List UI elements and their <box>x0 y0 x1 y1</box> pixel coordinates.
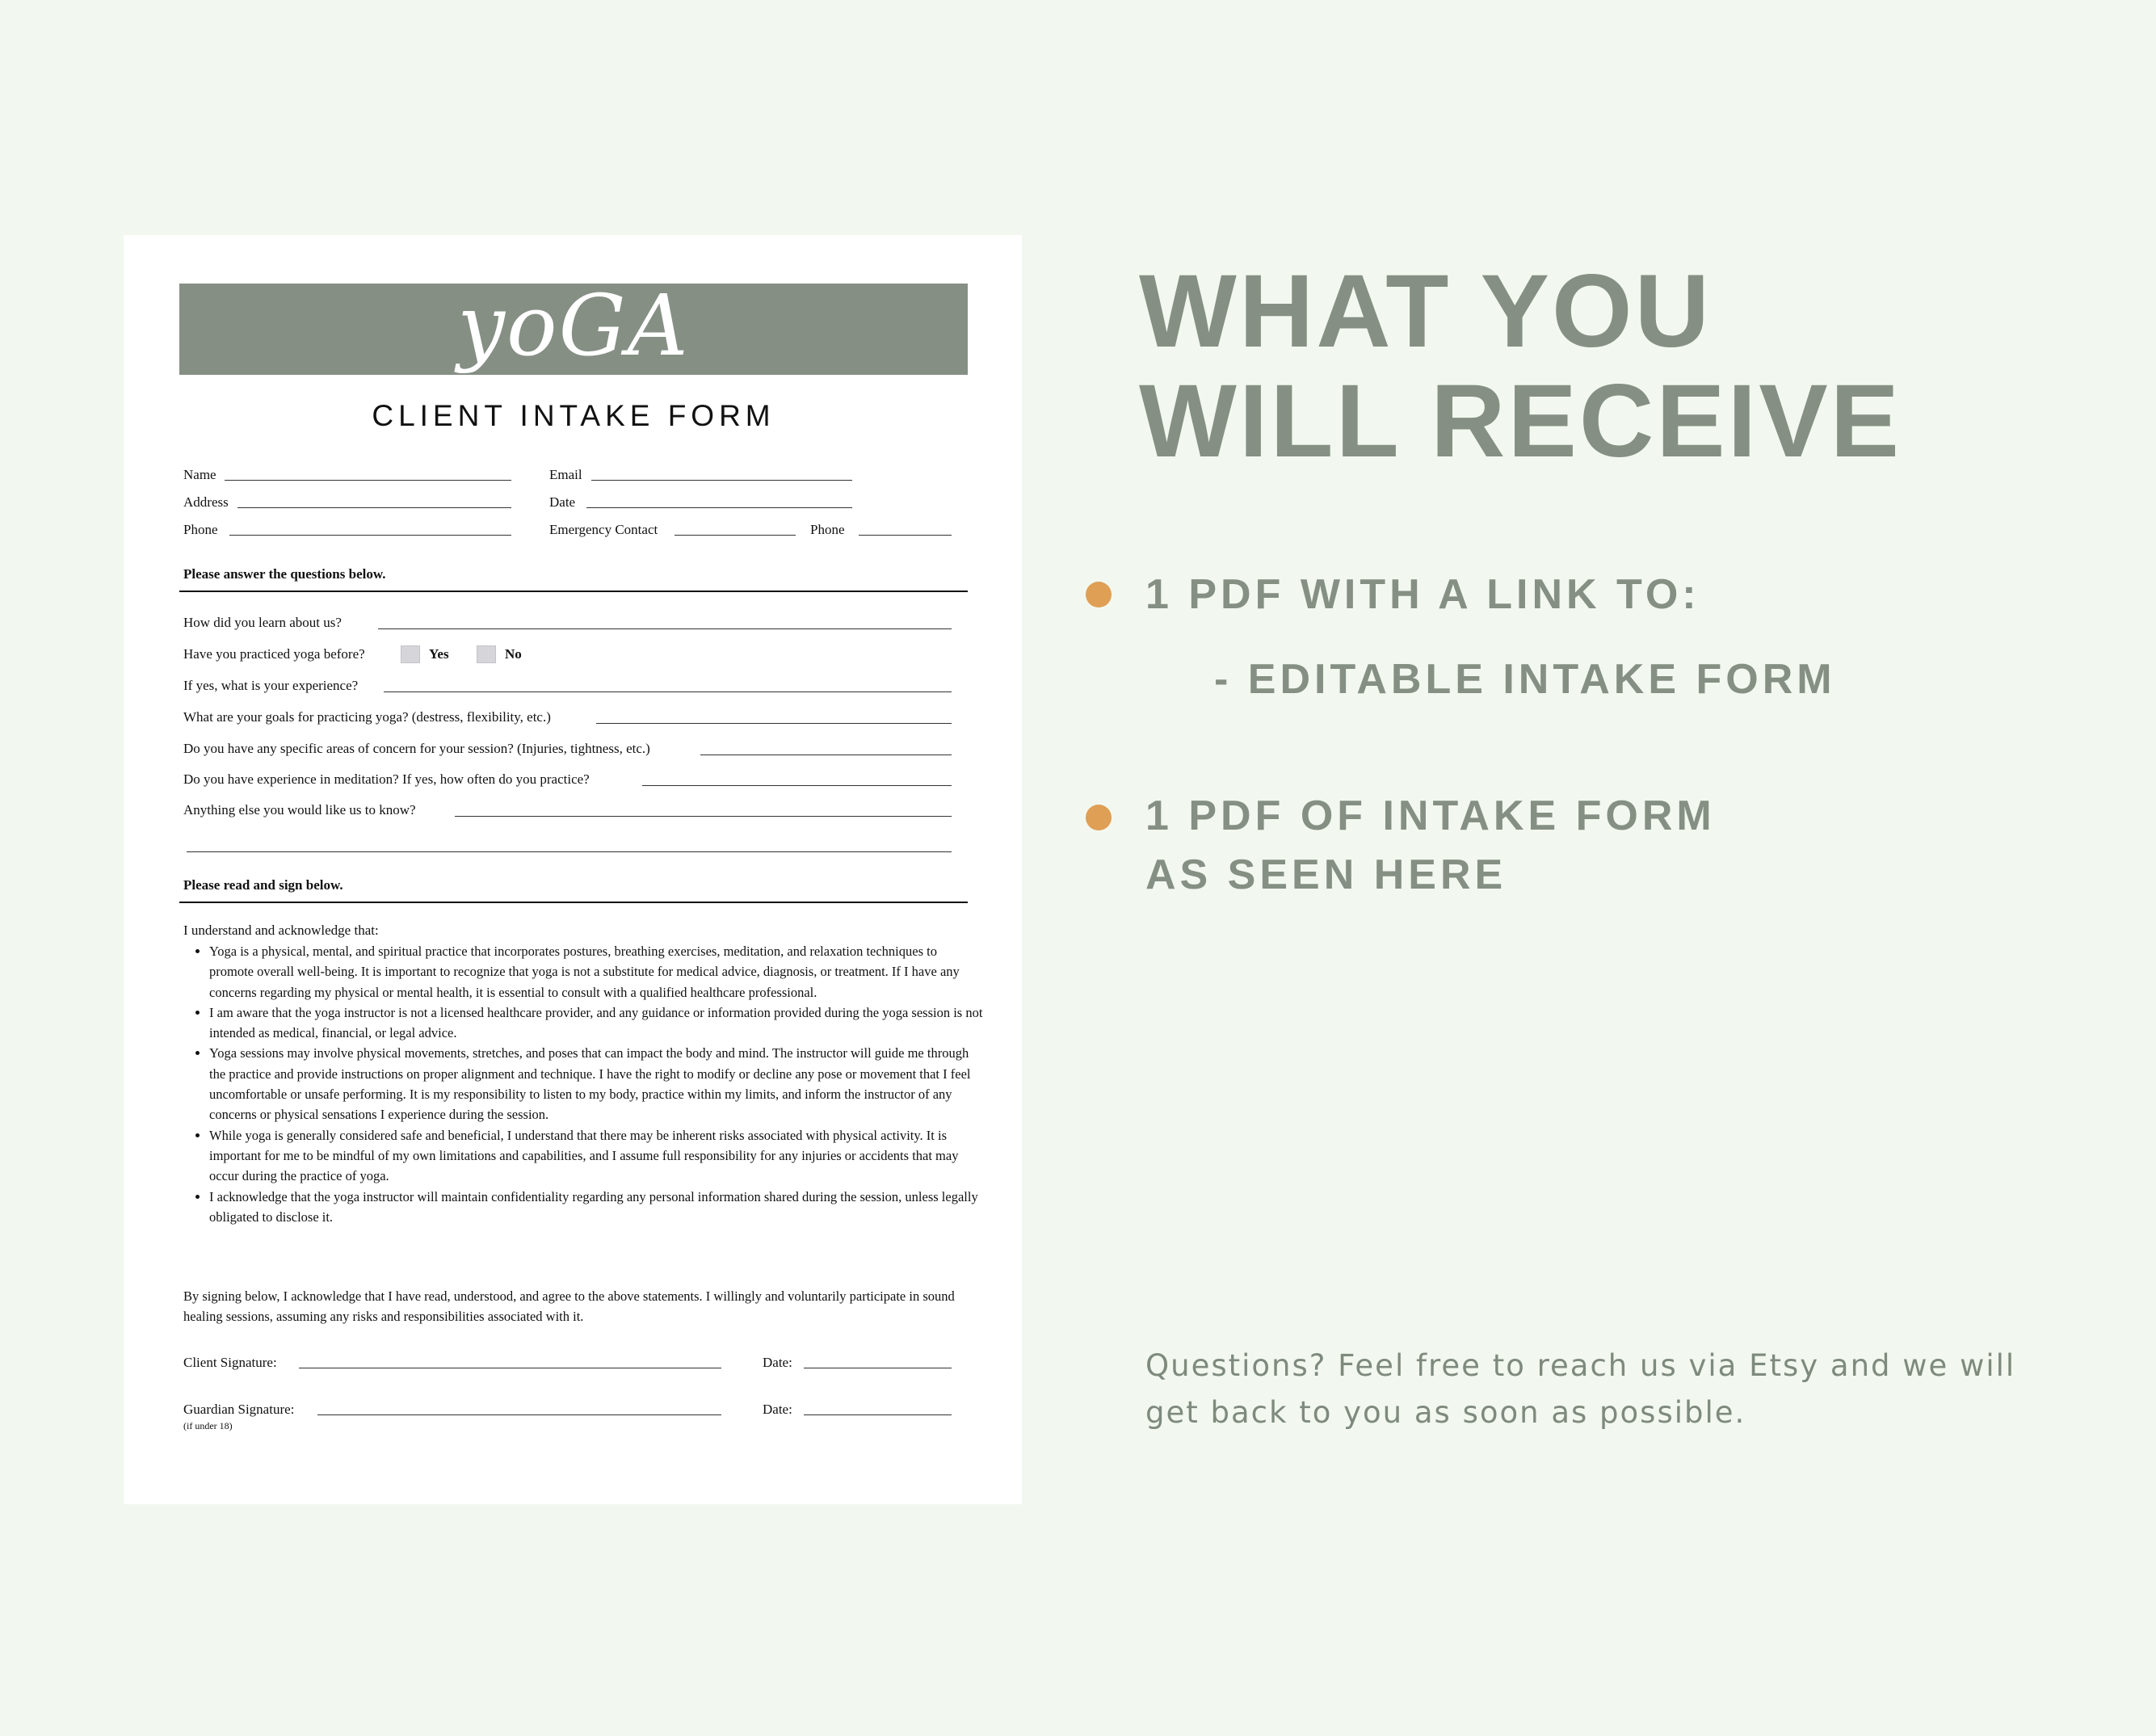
bullet-dot-icon <box>1086 582 1112 607</box>
questions-heading: Please answer the questions below. <box>183 566 386 582</box>
divider <box>179 591 968 592</box>
headline <box>1139 254 2108 479</box>
name-field[interactable] <box>225 480 511 481</box>
ack-item: • Yoga is a physical, mental, and spiritual practice that incorporates postures, breathing exercises, meditation, and relaxation techniques to promote overall well-being. It is important to recognize that yoga is not a substitute for medical advice, diagnosis, or treatment. If I have any concerns regarding my physical or mental health, it is essential to consult with a qualified healthcare professional. <box>209 941 985 1003</box>
form-title: CLIENT INTAKE FORM <box>372 399 775 432</box>
ack-intro: I understand and acknowledge that: <box>183 923 379 938</box>
bullet-1-subitem: - EDITABLE INTAKE FORM <box>1214 656 1836 703</box>
question-2: Have you practiced yoga before? <box>183 646 365 662</box>
headline-line-2: WILL RECEIVE <box>1139 364 1902 479</box>
guardian-note: (if under 18) <box>183 1420 233 1431</box>
contact-note: Questions? Feel free to reach us via Etsy and we will get back to you as soon as possible. <box>1145 1348 2016 1430</box>
ack-item: • Yoga sessions may involve physical movements, stretches, and poses that can impact the body and mind. The instructor will guide me through the practice and provide instructions on proper alignment and technique. I have the right to modify or decline any pose or movement that I feel uncomfortable or unsafe performing. It is my responsibility to listen to my body, practice within my limits, and inform the instructor of any concerns or physical sensations I experience during the session. <box>209 1043 985 1124</box>
headline-line-1: WHAT YOU <box>1139 254 1712 369</box>
answer-3-field[interactable] <box>384 691 952 692</box>
emergency-contact-field[interactable] <box>675 535 796 536</box>
closing-statement: By signing below, I acknowledge that I have read, understood, and agree to the above statements. I willingly and voluntarily participate in sound healing sessions, assuming any risks and responsibilities associated with it. <box>183 1288 955 1325</box>
phone-field[interactable] <box>229 535 511 536</box>
intake-form-preview <box>124 235 1022 1504</box>
question-4: What are your goals for practicing yoga? (destress, flexibility, etc.) <box>183 709 551 725</box>
sign-heading: Please read and sign below. <box>183 877 343 893</box>
no-label: No <box>505 646 522 662</box>
yes-checkbox[interactable] <box>401 645 420 663</box>
email-label: Email <box>549 467 582 482</box>
guardian-signature-field[interactable] <box>317 1414 721 1415</box>
question-6: Do you have experience in meditation? If yes, how often do you practice? <box>183 771 590 787</box>
date-label: Date <box>549 494 576 510</box>
question-3: If yes, what is your experience? <box>183 678 359 693</box>
name-label: Name <box>183 467 216 482</box>
address-field[interactable] <box>237 507 511 508</box>
phone-label: Phone <box>183 522 218 537</box>
client-date-label: Date: <box>763 1355 792 1370</box>
ack-item: • I acknowledge that the yoga instructor will maintain confidentiality regarding any personal information shared during the session, unless legally obligated to disclose it. <box>209 1187 985 1228</box>
address-label: Address <box>183 494 229 510</box>
client-signature-label: Client Signature: <box>183 1355 277 1370</box>
question-7: Anything else you would like us to know? <box>183 802 416 818</box>
form-banner <box>179 276 968 375</box>
emergency-phone-label: Phone <box>810 522 845 537</box>
bullet-2-line-2: AS SEEN HERE <box>1145 851 1507 898</box>
banner-title: yoGA <box>457 276 690 375</box>
emergency-contact-label: Emergency Contact <box>549 522 658 537</box>
bullet-2-line-1: 1 PDF OF INTAKE FORM <box>1145 792 1716 839</box>
ack-item: • While yoga is generally considered safe and beneficial, I understand that there may be inherent risks associated with physical activity. It is important for me to be mindful of my own limitations and capabilities, and I assume full responsibility for any injuries or accidents that may occur during the practice of yoga. <box>209 1125 985 1187</box>
question-5: Do you have any specific areas of concern for your session? (Injuries, tightness, etc.) <box>183 741 650 756</box>
emergency-phone-field[interactable] <box>859 535 952 536</box>
bullet-dot-icon <box>1086 805 1112 830</box>
guardian-date-field[interactable] <box>804 1414 952 1415</box>
answer-7-field[interactable] <box>455 816 952 817</box>
answer-6-field[interactable] <box>642 785 952 786</box>
guardian-signature-label: Guardian Signature: <box>183 1402 295 1417</box>
yes-label: Yes <box>429 646 449 662</box>
divider <box>179 902 968 903</box>
no-checkbox[interactable] <box>477 645 496 663</box>
bullet-1-text: 1 PDF WITH A LINK TO: <box>1145 571 1700 618</box>
email-field[interactable] <box>591 480 852 481</box>
answer-7-field-line2[interactable] <box>187 851 952 852</box>
guardian-date-label: Date: <box>763 1402 792 1417</box>
answer-4-field[interactable] <box>596 723 952 724</box>
date-field[interactable] <box>586 507 852 508</box>
answer-1-field[interactable] <box>378 628 952 629</box>
ack-list <box>183 941 985 1227</box>
ack-item: • I am aware that the yoga instructor is not a licensed healthcare provider, and any guidance or information provided during the yoga session is not intended as medical, financial, or legal advice. <box>209 1003 985 1044</box>
question-1: How did you learn about us? <box>183 615 342 630</box>
